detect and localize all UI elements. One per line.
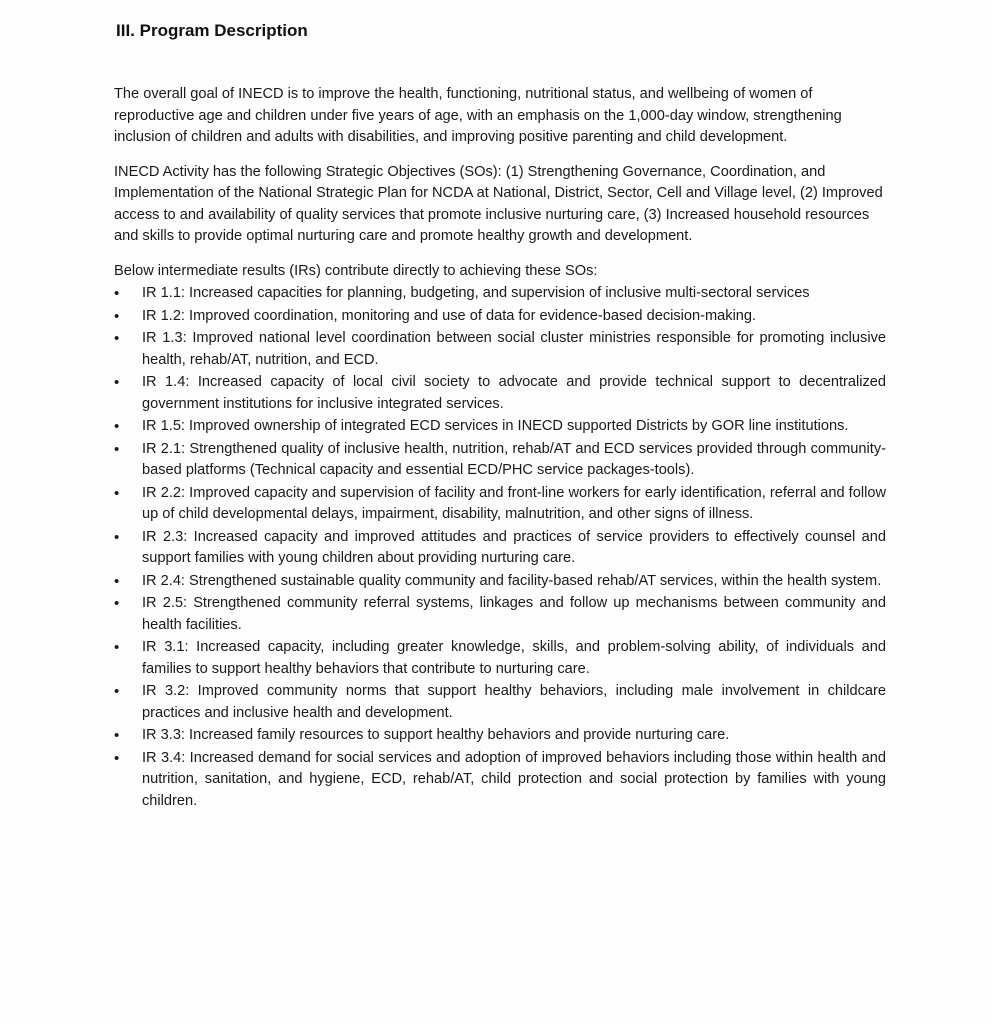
list-item-text: IR 3.3: Increased family resources to support healthy behaviors and provide nurturing care.: [142, 727, 730, 743]
bullet-icon: •: [114, 330, 120, 347]
list-item: [114, 483, 886, 526]
list-item-text: IR 2.1: Strengthened quality of inclusive health, nutrition, rehab/AT and ECD services provided through community-based platforms (Technical capacity and essential ECD/PHC service packages-tools).: [142, 440, 886, 478]
bullet-icon: •: [114, 440, 120, 458]
bullet-icon: •: [114, 418, 120, 435]
section-heading: III. Program Description: [116, 21, 308, 40]
list-item-text: IR 2.2: Improved capacity and supervision of facility and front-line workers for early identification, referral and follow up of child developmental delays, impairment, disability, malnutrition, and other signs of illness.: [142, 484, 886, 522]
list-item: [114, 306, 886, 328]
bullet-icon: •: [114, 727, 120, 744]
list-item: [114, 725, 886, 747]
bullet-icon: •: [114, 595, 120, 612]
bullet-icon: •: [114, 484, 120, 502]
intermediate-results-list: [114, 283, 886, 812]
bullet-icon: •: [114, 572, 120, 590]
bullet-icon: •: [114, 374, 120, 391]
bullet-icon: •: [114, 749, 120, 767]
list-item-text: IR 1.3: Improved national level coordination between social cluster ministries responsible for promoting inclusive health, rehab/AT, nutrition, and ECD.: [142, 330, 886, 368]
bullet-icon: •: [114, 528, 120, 546]
list-item-text: IR 2.3: Increased capacity and improved attitudes and practices of service providers to effectively counsel and support families with young children about providing nurturing care.: [142, 528, 886, 566]
list-item: [114, 283, 886, 305]
ir-intro: Below intermediate results (IRs) contribute directly to achieving these SOs:: [114, 262, 598, 279]
list-item: [114, 593, 886, 636]
list-item: [114, 681, 886, 724]
list-item: [114, 439, 886, 482]
list-item-text: IR 3.2: Improved community norms that support healthy behaviors, including male involvement in childcare practices and inclusive health and development.: [142, 683, 886, 721]
list-item-text: IR 3.1: Increased capacity, including greater knowledge, skills, and problem-solving ability, of individuals and families to support healthy behaviors that contribute to nurturing care.: [142, 639, 886, 677]
list-item: [114, 416, 886, 438]
list-item-text: IR 3.4: Increased demand for social services and adoption of improved behaviors including those within health and nutrition, sanitation, and hygiene, ECD, rehab/AT, child protection and social protection by families with young children.: [142, 749, 886, 809]
strategic-objectives-paragraph: INECD Activity has the following Strategic Objectives (SOs): (1) Strengthening Governance, Coordination, and Implementation of the National Strategic Plan for NCDA at National, District, Sector, Cell and Village level, (2) Improved access to and availability of quality services that promote inclusive nurturing care, (3) Increased household resources and skills to provide optimal nurturing care and promote healthy growth and development.: [114, 163, 883, 244]
list-item: [114, 328, 886, 371]
list-item-text: IR 2.5: Strengthened community referral systems, linkages and follow up mechanisms between community and health facilities.: [142, 595, 886, 633]
list-item-text: IR 1.4: Increased capacity of local civil society to advocate and provide technical support to decentralized government institutions for inclusive integrated services.: [142, 374, 886, 412]
bullet-icon: •: [114, 285, 120, 302]
list-item-text: IR 1.5: Improved ownership of integrated ECD services in INECD supported Districts by GOR line institutions.: [142, 418, 849, 434]
list-item: [114, 637, 886, 680]
bullet-icon: •: [114, 683, 120, 700]
list-item-text: IR 1.2: Improved coordination, monitoring and use of data for evidence-based decision-making.: [142, 307, 757, 324]
list-item-text: IR 1.1: Increased capacities for planning, budgeting, and supervision of inclusive multi-sectoral services: [142, 285, 810, 301]
bullet-icon: •: [114, 307, 120, 325]
bullet-icon: •: [114, 639, 120, 656]
list-item: [114, 372, 886, 415]
document-body: [114, 84, 886, 813]
list-item-text: IR 2.4: Strengthened sustainable quality community and facility-based rehab/AT services, within the health system.: [142, 572, 882, 589]
list-item: [114, 748, 886, 813]
list-item: [114, 527, 886, 570]
list-item: [114, 571, 886, 593]
goal-paragraph: The overall goal of INECD is to improve the health, functioning, nutritional status, and wellbeing of women of reproductive age and children under five years of age, with an emphasis on the 1,000-day window, strengthening inclusion of children and adults with disabilities, and improving positive parenting and child development.: [114, 86, 842, 145]
